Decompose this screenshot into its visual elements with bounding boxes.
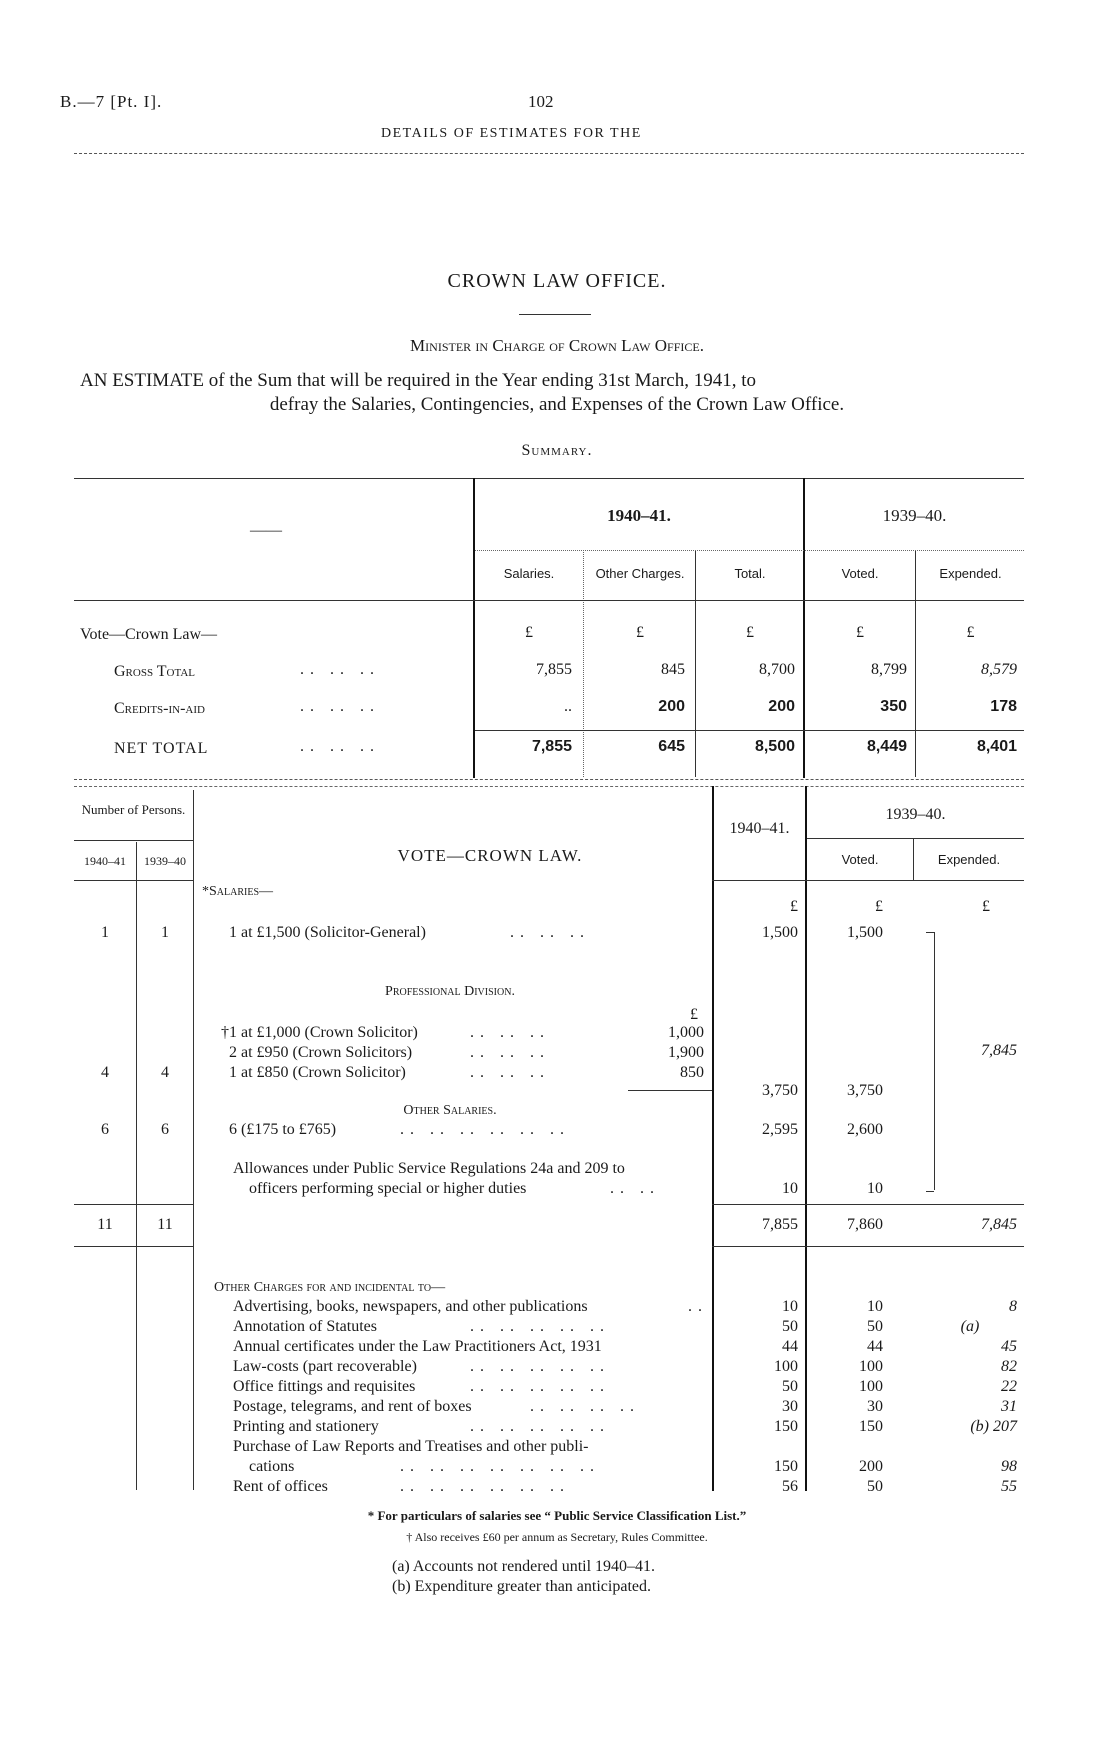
footnote-dagger: † Also receives £60 per annum as Secretary, Rules Committee. <box>406 1530 708 1544</box>
estimate-line-1: AN ESTIMATE of the Sum that will be required in the Year ending 31st March, 1941, to <box>80 370 756 391</box>
header-rule <box>74 153 1024 154</box>
other-salaries-heading: Other Salaries. <box>403 1103 497 1118</box>
footnote-star: * For particulars of salaries see “ Public Service Classification List.” <box>367 1508 747 1523</box>
vote-year-prev: 1939–40. <box>885 806 946 823</box>
pound-sign: £ <box>690 1006 698 1023</box>
pound-sign: £ <box>790 898 798 915</box>
col-total: Total. <box>734 566 766 581</box>
pound-sign: £ <box>966 624 975 641</box>
vote-title: VOTE—CROWN LAW. <box>397 846 583 865</box>
estimate-line-2: defray the Salaries, Contingencies, and Expenses of the Crown Law Office. <box>269 394 845 415</box>
other-charges-heading: Other Charges for and incidental to— <box>214 1280 446 1295</box>
document-reference: B.—7 [Pt. I]. <box>60 92 163 111</box>
col-expended: Expended. <box>939 566 1002 581</box>
vote-col-expended: Expended. <box>937 852 1001 867</box>
running-title: DETAILS OF ESTIMATES FOR THE <box>381 126 642 141</box>
vote-label: Vote—Crown Law— <box>80 626 218 643</box>
persons-header: Number of Persons. <box>81 802 186 817</box>
professional-heading: Professional Division. <box>385 984 515 999</box>
pound-sign: £ <box>875 898 883 915</box>
col-salaries: Salaries. <box>503 566 555 581</box>
summary-dash: —— <box>250 522 282 539</box>
pound-sign: £ <box>982 898 990 915</box>
persons-col-1940: 1940–41 <box>84 854 126 868</box>
col-voted: Voted. <box>841 566 879 581</box>
summary-year-prev: 1939–40. <box>882 506 947 525</box>
page-number: 102 <box>528 92 554 111</box>
expended-salaries: 7,845 <box>981 1042 1017 1059</box>
salaries-heading: *Salaries— <box>202 884 274 899</box>
summary-year-current: 1940–41. <box>607 506 671 525</box>
vote-year-current: 1940–41. <box>729 820 790 837</box>
pound-sign: £ <box>746 624 754 641</box>
vote-col-voted: Voted. <box>841 852 879 867</box>
col-other-charges: Other Charges. <box>595 566 685 581</box>
expended-brace <box>926 932 934 1192</box>
pound-sign: £ <box>525 624 533 641</box>
footnote-b: (b) Expenditure greater than anticipated. <box>392 1578 651 1595</box>
footnote-a: (a) Accounts not rendered until 1940–41. <box>392 1558 656 1575</box>
summary-heading: Summary. <box>521 442 593 459</box>
pound-sign: £ <box>856 624 864 641</box>
title-rule <box>519 314 591 315</box>
office-title: CROWN LAW OFFICE. <box>447 270 667 292</box>
minister-line: Minister in Charge of Crown Law Office. <box>410 336 704 355</box>
summary-top-rule <box>74 478 1024 479</box>
pound-sign: £ <box>636 624 644 641</box>
persons-col-1939: 1939–40 <box>144 854 186 868</box>
